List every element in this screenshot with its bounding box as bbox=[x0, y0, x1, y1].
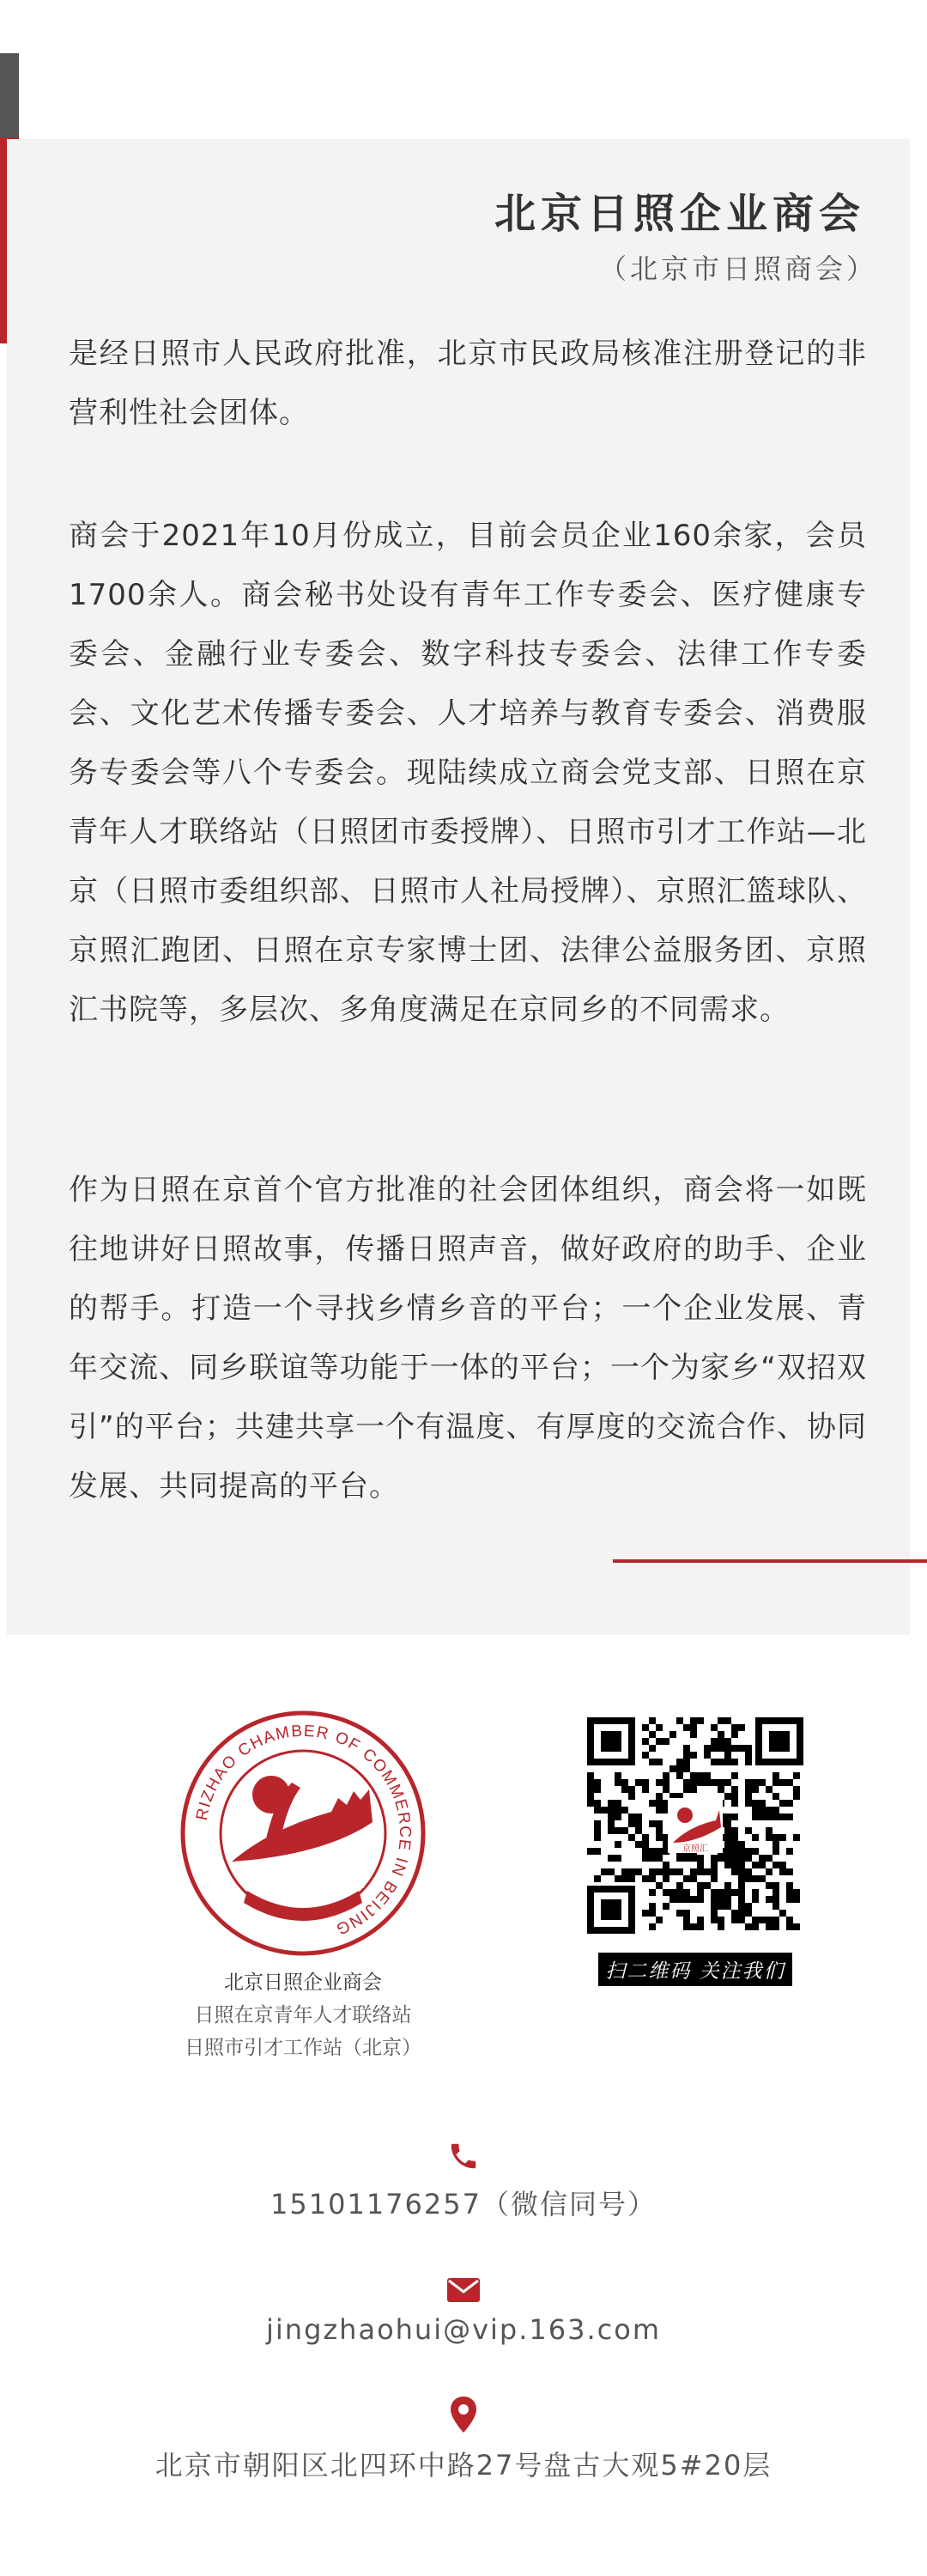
page-title: 北京日照企业商会 bbox=[494, 190, 865, 238]
logo-caption-3: 日照市引才工作站（北京） bbox=[185, 2037, 421, 2059]
phone-icon bbox=[447, 2140, 480, 2172]
phone-text[interactable]: 15101176257（微信同号） bbox=[270, 2188, 657, 2221]
mail-icon bbox=[446, 2277, 481, 2303]
page-subtitle: （北京市日照商会） bbox=[598, 252, 877, 285]
address-text: 北京市朝阳区北四环中路27号盘古大观5#20层 bbox=[154, 2449, 772, 2482]
qr-center-label: 京照汇 bbox=[682, 1844, 708, 1854]
email-text[interactable]: jingzhaohui@vip.163.com bbox=[266, 2313, 661, 2346]
qr-block bbox=[584, 1714, 807, 1986]
qr-code[interactable] bbox=[584, 1714, 807, 1937]
intro-paragraph-2: 商会于2021年10月份成立，目前会员企业160余家，会员1700余人。商会秘书处设有青年工作专委会、医疗健康专委会、金融行业专委会、数字科技专委会、法律工作专委会、文化艺术传播专委会、人才培养与教育专委会、消费服务专委会等八个专委会。现陆续成立商会党支部、日照在京青年人才联络站（日照团市委授牌）、日照市引才工作站—北京（日照市委组织部、日照市人社局授牌）、京照汇篮球队、京照汇跑团、日照在京专家博士团、法律公益服务团、京照汇书院等，多层次、多角度满足在京同乡的不同需求。 bbox=[69, 519, 867, 1027]
qr-caption: 扫二维码 关注我们 bbox=[598, 1953, 791, 1986]
logo-banner-text: 北京日照企业商会 bbox=[254, 1874, 369, 1908]
logo-caption-2: 日照在京青年人才联络站 bbox=[194, 2004, 412, 2026]
contact-address bbox=[0, 2396, 927, 2483]
side-accent-gray bbox=[0, 53, 19, 137]
logo-caption-1: 北京日照企业商会 bbox=[224, 1971, 382, 1994]
intro-paragraph-3: 作为日照在京首个官方批准的社会团体组织，商会将一如既往地讲好日照故事，传播日照声音，做好政府的助手、企业的帮手。打造一个寻找乡情乡音的平台；一个企业发展、青年交流、同乡联谊等功能于一体的平台；一个为家乡“双招双引”的平台；共建共享一个有温度、有厚度的交流合作、协同发展、共同提高的平台。 bbox=[69, 1173, 867, 1504]
chamber-logo-block bbox=[179, 1709, 427, 2064]
qr-code-image bbox=[584, 1714, 807, 1937]
contact-email bbox=[0, 2277, 927, 2346]
location-pin-icon bbox=[449, 2396, 478, 2433]
contact-phone bbox=[0, 2140, 927, 2222]
logo-ring-text: RIZHAO CHAMBER OF COMMERCE IN BEIJING bbox=[192, 1722, 415, 1939]
chamber-logo bbox=[179, 1709, 427, 1958]
red-divider bbox=[613, 1559, 927, 1563]
intro-paragraph-1: 是经日照市人民政府批准，北京市民政局核准注册登记的非营利性社会团体。 bbox=[69, 337, 867, 430]
